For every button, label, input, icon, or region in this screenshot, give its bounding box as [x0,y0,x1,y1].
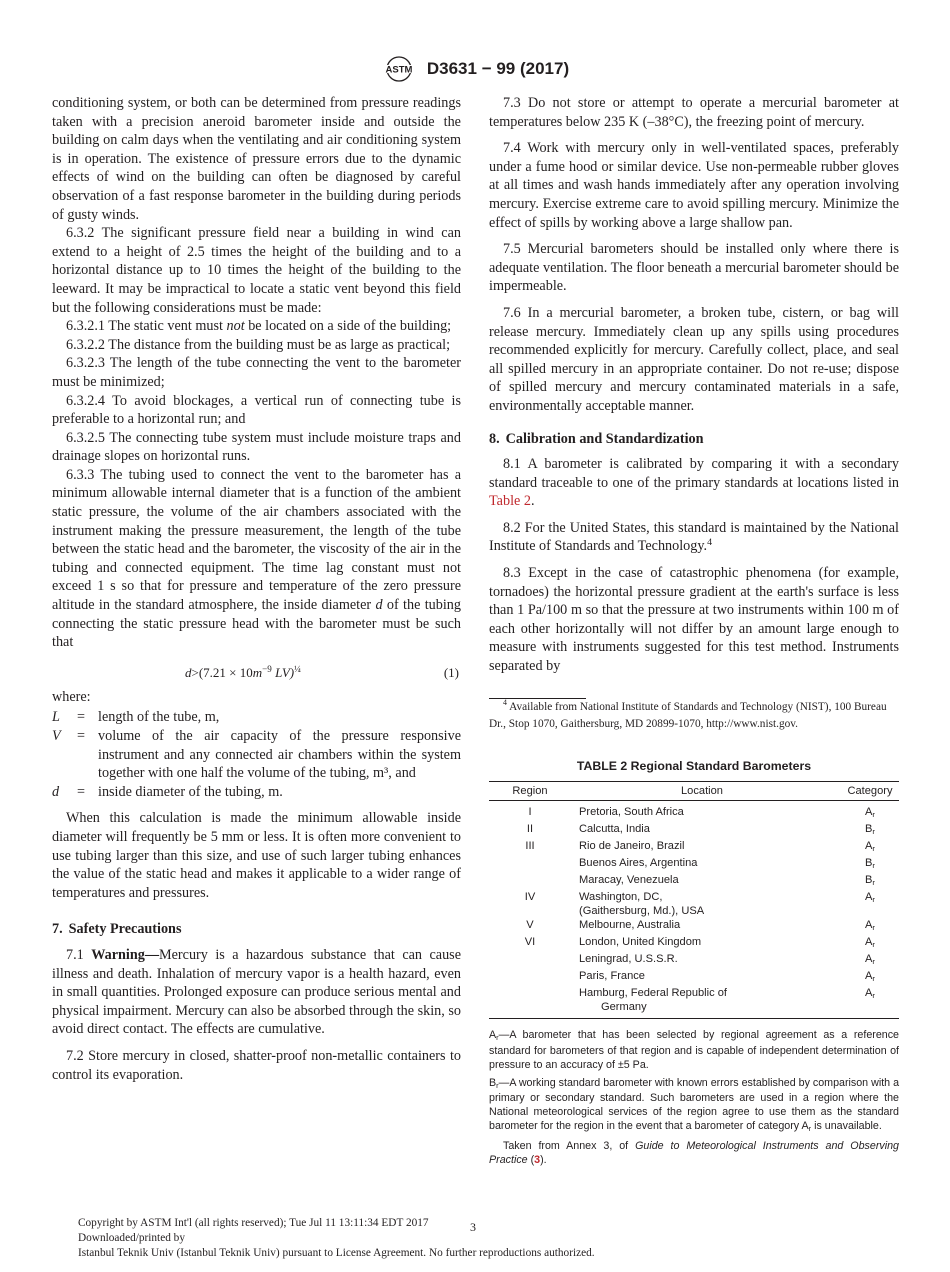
header-category: Category [825,782,899,801]
paragraph-7-2: 7.2 Store mercury in closed, shatter-proof non-metallic containers to control its evaporation. [52,1047,461,1083]
paragraph-6-3-2-5: 6.3.2.5 The connecting tube system must include moisture traps and drainage slopes on horizontal runs. [52,429,461,465]
standard-designation: D3631 − 99 (2017) [426,59,570,78]
table-row: V Melbourne, Australia $A_r$ [526,919,875,933]
table-body [489,801,899,1019]
paragraph-7-1: 7.1 Warning—Mercury is a hazardous substance that can cause illness and death. Inhalation of mercury vapor is a health hazard, even in small quantities. Prolonged exposure can produce serious mental and physical impairment. Mercury can also be absorbed through the skin, so avoid direct contact. The effects are cumulative. [52,946,461,1038]
table-row: I Pretoria, South Africa $A_r$ [528,806,875,820]
table-header-row [489,782,899,801]
symbol-row: L = length of the tube, m, [52,709,220,726]
paragraph-6-3-2-2: 6.3.2.2 The distance from the building must be as large as practical; [66,336,451,353]
note-category-br: $B_r—A$ working standard barometer with known errors established by comparison with a primary or secondary standard. Such barometers are used in a region where the National meteorological services of the region agree to use them as the standard barometer for the region in the event that a barometer of category $A_r$ is unavailable. [489,1076,900,1133]
table-2-link[interactable]: Table 2 [489,493,531,510]
paragraph-7-4: 7.4 Work with mercury only in well-ventilated spaces, preferably under a fume hood or similar device. Use non-permeable rubber gloves at all times and wash hands immediately after any operation involving mercury. Exercise extreme care to avoid spilling mercury. Minimize the effect of spills by working above a large shallow pan. [489,140,899,231]
footer-downloaded: Downloaded/printed by [78,1232,185,1244]
astm-logo-icon [381,56,417,82]
section-7-heading: 7. Safety Precautions [52,921,182,938]
page-footer [78,1216,595,1261]
footer-copyright: Copyright by ASTM Int'l (all rights reserved); Tue Jul 11 13:11:34 EDT 2017 [78,1217,429,1229]
paragraph-6-3-2-3: 6.3.2.3 The length of the tube connecting the vent to the barometer must be minimized; [52,355,461,390]
section-8-heading: 8. Calibration and Standardization [489,430,704,447]
paragraph-8-1: 8.1 A barometer is calibrated by comparing it with a secondary standard traceable to one of the primary standards at locations listed in Table 2. [489,456,899,510]
table-row: II Calcutta, India $B_r$ [526,823,875,837]
footnote-4: $^4$ Available from National Institute of Standards and Technology (NIST), 100 Bureau Dr., Stop 1070, Gaithersburg, MD 20899-1070, http://www.nist.gov. [489,697,887,730]
paragraph-7-6: 7.6 In a mercurial barometer, a broken tube, cistern, or bag will release mercury. Immediately clean up any spills using procedures recommended explicitly for mercury. Carefully collect, place, and seal all spilled mercury in an appropriate container. Do not re-use; dispose of spilled mercury and mercury contaminated materials in a safe, environmentally acceptable manner. [489,304,899,414]
paragraph-6-3-2: 6.3.2 The significant pressure field near a building in wind can extend to a height of 2.5 times the height of the building and to a horizontal distance up to 10 times the height of the building to the leeward. It may be impractical to locate a static vent beyond this field but the following considerations must be made: [52,225,461,316]
symbol-row: V = volume of the air capacity of the pressure responsive instrument and any connected air chambers within the system together with one half the volume of the tubing, m³, and [52,728,461,782]
equation-number: (1) [443,664,459,680]
page-header [0,56,950,82]
regional-barometers-table [489,781,899,1019]
table-row: IV Washington, DC, (Gaithersburg, Md.), USA $A_r$ [524,891,875,918]
equation-body: $d>(7.21 \times 10m^{-9}$ LV)$^{\frac{1}{4}}$ [185,663,301,680]
symbol-row: d = inside diameter of the tubing, m. [52,783,283,800]
paragraph-6-3-3: 6.3.3 The tubing used to connect the vent to the barometer has a minimum allowable internal diameter that is a function of the ambient static pressure, the volume of the air chambers associated with the instrument making the pressure measurement, the length of the tube between the static head and the barometer, the viscosity of the air in the tubing and connected equipment. The time lag constant must not exceed 1 s so that for pressure and temperature of the zero pressure altitude in the standard atmosphere, the inside diameter d of the tubing connecting the static pressure head with the barometer must be such that [52,466,461,651]
svg-text:ASTM: ASTM [385,64,413,76]
paragraph-6-3-2-1: 6.3.2.1 The static vent must not be located on a side of the building; [66,318,452,335]
header-region: Region [489,782,571,801]
table-row: Leningrad, U.S.S.R. $A_r$ [579,953,875,967]
paragraph-calculation: When this calculation is made the minimum allowable inside diameter will frequently be 5 mm or less. It is often more convenient to use tubing larger than this size, and use of such larger tubing enhances the value of the static head and makes it applicable to a wider range of temperatures and pressures. [52,810,461,901]
footnote-ref-4[interactable]: 4 [707,537,713,549]
header-location: Location [571,782,825,801]
symbol-definitions [52,708,461,801]
paragraph-7-5: 7.5 Mercurial barometers should be installed only where there is adequate ventilation. The floor beneath a mercurial barometer should be impermeable. [489,241,899,295]
reference-3-link[interactable]: 3 [534,1153,541,1166]
equation-1 [52,658,461,688]
table-row: Buenos Aires, Argentina $B_r$ [579,857,875,871]
footer-license: Istanbul Teknik Univ (Istanbul Teknik Univ) pursuant to License Agreement. No further reproductions authorized. [78,1247,595,1259]
note-category-ar: $A_r—A$ barometer that has been selected by regional agreement as a reference standard for barometers of that region and is capable of independent determination of pressure to an accuracy of ±5 Pa. [489,1029,899,1071]
where-label: where: [52,688,91,705]
left-column [52,94,461,1084]
right-column [489,94,899,1171]
page-number: 3 [470,1220,476,1234]
table-row: Maracay, Venezuela $B_r$ [579,874,875,888]
paragraph-6-3-2-4: 6.3.2.4 To avoid blockages, a vertical run of connecting tube is preferable to a horizontal run; and [52,392,461,428]
table-row: VI London, United Kingdom $A_r$ [524,936,875,950]
paragraph-8-3: 8.3 Except in the case of catastrophic phenomena (for example, tornadoes) the horizontal pressure gradient at the earth's surface is less than 1 Pa/100 m so that the pressure at two instruments within 100 m of each other horizontally will not differ by an amount large enough to measure with instruments suggested for this test method. Instruments separated by [489,565,899,675]
table-row: III Rio de Janeiro, Brazil $A_r$ [525,840,875,854]
note-source: Taken from Annex 3, of Guide to Meteorological Instruments and Observing Practice (3). [489,1139,899,1166]
paragraph-intro: conditioning system, or both can be determined from pressure readings taken with a precision aneroid barometer inside and outside the building on calm days when the ventilating and air conditioning system is in operation. The existence of pressure errors due to the dynamic effects of wind on the building can often be diagnosed by careful observation of a fast response barometer in the building during periods of gusty winds. [52,95,461,223]
table-notes [489,1029,899,1167]
table-row: Hamburg, Federal Republic of Germany $A_r$ [489,986,899,1019]
paragraph-7-3: 7.3 Do not store or attempt to operate a mercurial barometer at temperatures below 235 K (–38°C), the freezing point of mercury. [489,95,899,130]
table-row: Paris, France $A_r$ [579,970,875,984]
paragraph-8-2: 8.2 For the United States, this standard is maintained by the National Institute of Standards and Technology.$^4$ [489,519,899,555]
table-title: TABLE 2 Regional Standard Barometers [576,758,812,773]
